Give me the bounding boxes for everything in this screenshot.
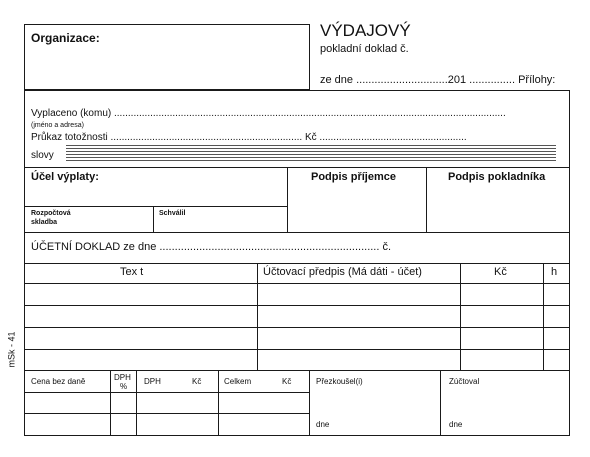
table-divider	[24, 283, 570, 284]
divider	[24, 206, 287, 207]
table-divider	[24, 370, 570, 371]
purpose-label: Účel výplaty:	[31, 171, 99, 183]
footer-divider	[24, 413, 309, 414]
footer-divider	[136, 370, 137, 436]
document-title: VÝDAJOVÝ	[320, 21, 411, 40]
divider	[153, 206, 154, 232]
footer-divider	[24, 392, 309, 393]
posted-date-label: dne	[449, 420, 463, 429]
footer-divider	[309, 370, 310, 436]
id-card-line: Průkaz totožnosti ..................................................................... Kč .....................................................	[31, 132, 467, 143]
divider	[24, 167, 570, 168]
total-label: Celkem	[224, 377, 252, 386]
table-divider	[24, 349, 570, 350]
vat-currency-label: Kč	[192, 377, 202, 386]
amount-in-words-lines	[66, 145, 556, 163]
table-divider	[460, 263, 461, 370]
amount-in-words-label: slovy	[31, 150, 54, 161]
vat-percent-label-2: %	[120, 382, 128, 391]
table-divider	[24, 305, 570, 306]
table-divider	[24, 327, 570, 328]
posted-by-label: Zúčtoval	[449, 377, 480, 386]
vat-label: DPH	[144, 377, 161, 386]
checked-date-label: dne	[316, 420, 330, 429]
document-subtitle: pokladní doklad č.	[320, 43, 409, 55]
organization-label: Organizace:	[31, 31, 100, 45]
column-header-posting: Účtovací předpis (Má dáti - účet)	[263, 266, 422, 278]
approved-by-label: Schválil	[159, 210, 186, 217]
column-header-hal: h	[551, 266, 558, 278]
checked-by-label: Přezkoušel(i)	[316, 377, 363, 386]
recipient-signature-label: Podpis příjemce	[311, 171, 396, 183]
footer-divider	[218, 370, 219, 436]
divider	[426, 167, 427, 232]
table-divider	[257, 263, 258, 370]
footer-divider	[440, 370, 441, 436]
divider	[24, 263, 570, 264]
footer-divider	[110, 370, 111, 436]
vat-percent-label-1: DPH	[114, 373, 131, 382]
table-divider	[543, 263, 544, 370]
budget-composition-label-2: skladba	[31, 219, 58, 226]
accounting-document-line: ÚČETNÍ DOKLAD ze dne ........................................................................ č.	[31, 241, 392, 253]
paid-to-line: Vyplaceno (komu) .............................................................................................................................................	[31, 108, 506, 119]
cashier-signature-label: Podpis pokladníka	[448, 171, 546, 183]
budget-composition-label-1: Rozpočtová	[31, 210, 71, 217]
divider	[24, 232, 570, 233]
divider	[287, 167, 288, 232]
price-excl-vat-label: Cena bez daně	[31, 377, 86, 386]
side-form-code: mSk - 41	[6, 331, 17, 368]
date-and-attachments-line: ze dne ..............................201 ............... Přílohy:	[320, 74, 556, 86]
total-currency-label: Kč	[282, 377, 292, 386]
column-header-text: Tex t	[120, 266, 144, 278]
name-address-hint: (jméno a adresa)	[31, 122, 84, 129]
column-header-czk: Kč	[494, 266, 507, 278]
